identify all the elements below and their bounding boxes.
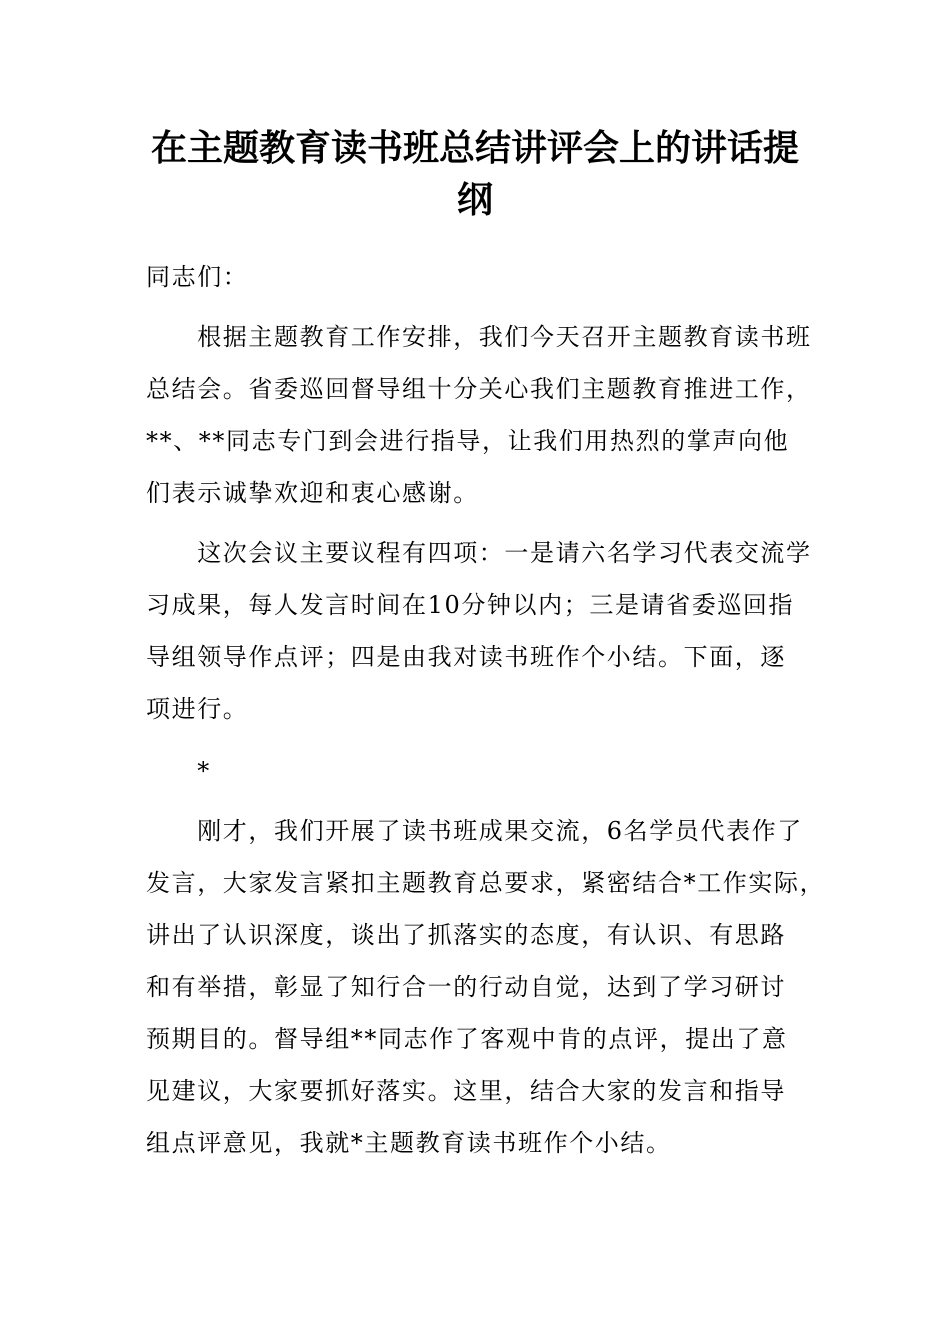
greeting [146,251,808,303]
paragraph-line: 项进行。 [146,695,249,723]
paragraph-agenda [146,527,812,735]
paragraph-summary [146,805,826,1169]
paragraph-line: 发言，大家发言紧扣主题教育总要求，紧密结合*工作实际， [146,869,826,897]
section-marker [146,745,808,797]
paragraph-line: 和有举措，彰显了知行合一的行动自觉，达到了学习研讨 [146,973,786,1001]
document-title [140,122,810,226]
paragraph-line: 刚才，我们开展了读书班成果交流，6名学员代表作了 [146,817,803,845]
paragraph-line: 们表示诚挚欢迎和衷心感谢。 [146,479,479,507]
paragraph-line: 这次会议主要议程有四项：一是请六名学习代表交流学 [146,539,812,567]
title-line: 纲 [456,179,493,221]
paragraph-line: 总结会。省委巡回督导组十分关心我们主题教育推进工作， [146,375,812,403]
paragraph-line: 讲出了认识深度，谈出了抓落实的态度，有认识、有思路 [146,921,786,949]
paragraph-line: **、**同志专门到会进行指导，让我们用热烈的掌声向他 [146,427,790,455]
section-marker-text: * [146,757,211,785]
paragraph-line: 见建议，大家要抓好落实。这里，结合大家的发言和指导 [146,1077,786,1105]
paragraph-line: 导组领导作点评；四是由我对读书班作个小结。下面，逐 [146,643,786,671]
paragraph-opening [146,311,812,519]
paragraph-line: 根据主题教育工作安排，我们今天召开主题教育读书班 [146,323,812,351]
document-body [146,251,826,1169]
title-line: 在主题教育读书班总结讲评会上的讲话提 [150,127,799,169]
greeting-text: 同志们： [146,263,249,291]
paragraph-line: 组点评意见，我就*主题教育读书班作个小结。 [146,1129,672,1157]
paragraph-line: 习成果，每人发言时间在10分钟以内；三是请省委巡回指 [146,591,795,619]
paragraph-line: 预期目的。督导组**同志作了客观中肯的点评，提出了意 [146,1025,788,1053]
